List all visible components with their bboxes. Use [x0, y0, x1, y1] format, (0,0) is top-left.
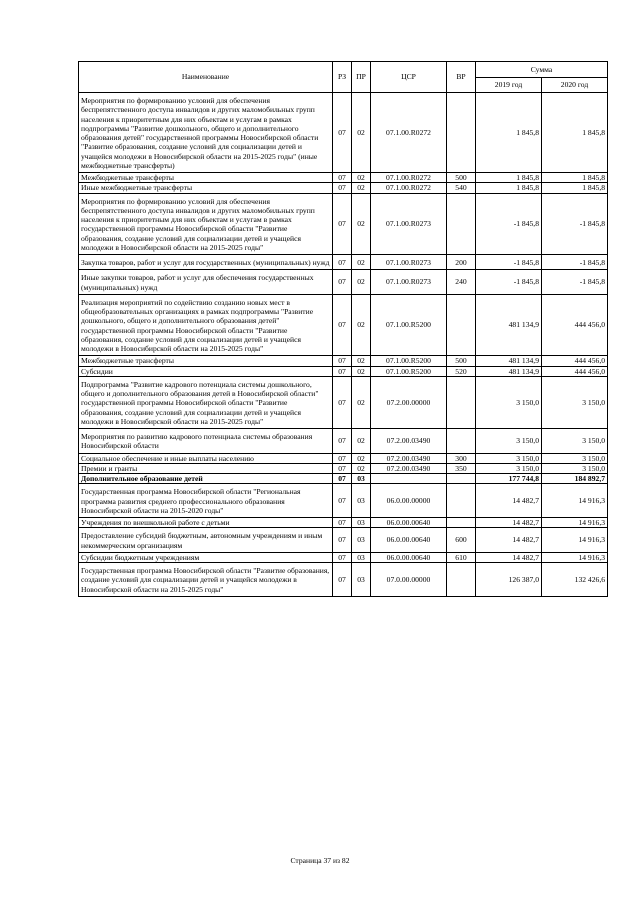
row-value-2019: 481 134,9: [476, 356, 542, 366]
row-vr: [447, 518, 476, 528]
row-vr: 520: [447, 366, 476, 376]
row-value-2020: 3 150,0: [542, 453, 608, 463]
row-pr: 02: [352, 173, 371, 183]
row-rz: 07: [333, 453, 352, 463]
row-rz: 07: [333, 366, 352, 376]
row-csr: 07.1.00.R0273: [371, 193, 447, 255]
row-name: Подпрограмма "Развитие кадрового потенциала системы дошкольного, общего и дополнительного образования детей в Новосибирской области" государственной программы Новосибирской области "Развитие образования, создание условий для социализации детей и учащейся молодежи в Новосибирской области на 2015-2025 годы": [79, 376, 333, 428]
row-name: Иные закупки товаров, работ и услуг для обеспечения государственных (муниципальных) нужд: [79, 270, 333, 295]
row-rz: 07: [333, 552, 352, 562]
row-value-2020: 444 456,0: [542, 294, 608, 356]
row-value-2020: 14 916,3: [542, 484, 608, 518]
row-name: Межбюджетные трансферты: [79, 173, 333, 183]
row-rz: 07: [333, 183, 352, 193]
row-name: Учреждения по внешкольной работе с детьми: [79, 518, 333, 528]
row-vr: [447, 376, 476, 428]
row-value-2020: 444 456,0: [542, 366, 608, 376]
row-csr: 06.0.00.00640: [371, 528, 447, 553]
row-csr: 07.0.00.00000: [371, 563, 447, 597]
row-rz: 07: [333, 376, 352, 428]
row-rz: 07: [333, 270, 352, 295]
header-2020: 2020 год: [542, 78, 608, 93]
row-pr: 02: [352, 376, 371, 428]
header-sum: Сумма: [476, 62, 608, 78]
row-vr: 300: [447, 453, 476, 463]
row-vr: [447, 563, 476, 597]
row-name: Мероприятия по развитию кадрового потенциала системы образования Новосибирской области: [79, 429, 333, 454]
row-value-2019: -1 845,8: [476, 270, 542, 295]
row-value-2019: 126 387,0: [476, 563, 542, 597]
row-value-2020: 3 150,0: [542, 463, 608, 473]
row-value-2020: 3 150,0: [542, 429, 608, 454]
row-name: Мероприятия по формированию условий для обеспечения беспрепятственного доступа инвалидов и других маломобильных групп населения к приоритетным для них объектам и услугам в рамках подпрограммы "Развитие дошкольного, общего и дополнительного образования детей" государственной программы Новосибирской области "Развитие образования, создание условий для социализации детей и учащейся молодежи в Новосибирской области на 2015-2025 годы" (иные межбюджетные трансферты): [79, 93, 333, 173]
row-value-2019: 481 134,9: [476, 294, 542, 356]
row-csr: 07.2.00.03490: [371, 453, 447, 463]
header-name: Наименование: [79, 62, 333, 93]
row-vr: 500: [447, 173, 476, 183]
table-row: [79, 528, 608, 553]
row-vr: 200: [447, 255, 476, 270]
row-value-2019: 14 482,7: [476, 528, 542, 553]
row-vr: [447, 484, 476, 518]
row-rz: 07: [333, 528, 352, 553]
table-body: [79, 93, 608, 597]
row-value-2020: 1 845,8: [542, 173, 608, 183]
row-name: Предоставление субсидий бюджетным, автономным учреждениям и иным некоммерческим организациям: [79, 528, 333, 553]
row-pr: 03: [352, 484, 371, 518]
row-csr: [371, 474, 447, 484]
row-vr: 610: [447, 552, 476, 562]
table-row: [79, 270, 608, 295]
table-row: [79, 552, 608, 562]
table-row: [79, 474, 608, 484]
table-row: [79, 563, 608, 597]
table-row: [79, 193, 608, 255]
row-vr: 600: [447, 528, 476, 553]
row-csr: 07.2.00.03490: [371, 463, 447, 473]
row-value-2019: 14 482,7: [476, 518, 542, 528]
row-csr: 07.1.00.R5200: [371, 294, 447, 356]
header-2019: 2019 год: [476, 78, 542, 93]
row-value-2020: 184 892,7: [542, 474, 608, 484]
row-csr: 07.1.00.R0272: [371, 183, 447, 193]
row-vr: [447, 193, 476, 255]
header-pr: ПР: [352, 62, 371, 93]
row-value-2019: 3 150,0: [476, 376, 542, 428]
table-row: [79, 93, 608, 173]
row-csr: 06.0.00.00000: [371, 484, 447, 518]
row-rz: 07: [333, 518, 352, 528]
row-rz: 07: [333, 563, 352, 597]
row-rz: 07: [333, 93, 352, 173]
row-rz: 07: [333, 429, 352, 454]
row-name: Реализация мероприятий по содействию созданию новых мест в общеобразовательных организациях в рамках подпрограммы "Развитие дошкольного, общего и дополнительного образования детей" государственной программы Новосибирской области "Развитие образования, создание условий для социализации детей и учащейся молодежи в Новосибирской области на 2015-2025 годы": [79, 294, 333, 356]
row-value-2020: 132 426,6: [542, 563, 608, 597]
row-csr: 07.2.00.00000: [371, 376, 447, 428]
row-csr: 07.1.00.R5200: [371, 366, 447, 376]
row-value-2020: -1 845,8: [542, 193, 608, 255]
row-name: Мероприятия по формированию условий для обеспечения беспрепятственного доступа инвалидов и других маломобильных групп населения к приоритетным для них объектам и услугам в рамках государственной программы Новосибирской области "Развитие образования, создание условий для социализации детей и учащейся молодежи в Новосибирской области на 2015-2025 годы": [79, 193, 333, 255]
header-rz: РЗ: [333, 62, 352, 93]
row-pr: 02: [352, 270, 371, 295]
row-name: Иные межбюджетные трансферты: [79, 183, 333, 193]
row-pr: 02: [352, 183, 371, 193]
row-pr: 03: [352, 474, 371, 484]
table-row: [79, 518, 608, 528]
row-value-2019: 1 845,8: [476, 183, 542, 193]
row-value-2019: 3 150,0: [476, 429, 542, 454]
row-value-2020: 14 916,3: [542, 528, 608, 553]
table-row: [79, 366, 608, 376]
table-row: [79, 429, 608, 454]
table-row: [79, 484, 608, 518]
row-csr: 07.1.00.R0272: [371, 93, 447, 173]
row-value-2019: 177 744,8: [476, 474, 542, 484]
row-value-2019: -1 845,8: [476, 255, 542, 270]
row-vr: 240: [447, 270, 476, 295]
row-value-2020: 3 150,0: [542, 376, 608, 428]
row-rz: 07: [333, 356, 352, 366]
row-value-2020: 1 845,8: [542, 183, 608, 193]
row-rz: 07: [333, 193, 352, 255]
table-row: [79, 294, 608, 356]
row-pr: 02: [352, 366, 371, 376]
row-name: Государственная программа Новосибирской области "Региональная программа развития среднего профессионального образования Новосибирской области на 2015-2020 годы": [79, 484, 333, 518]
page-number: Страница 37 из 82: [290, 856, 350, 865]
row-value-2019: 1 845,8: [476, 93, 542, 173]
row-csr: 07.1.00.R0273: [371, 255, 447, 270]
row-vr: [447, 294, 476, 356]
budget-table: [78, 61, 608, 597]
row-rz: 07: [333, 484, 352, 518]
row-name: Премии и гранты: [79, 463, 333, 473]
row-vr: [447, 474, 476, 484]
row-pr: 03: [352, 528, 371, 553]
row-pr: 02: [352, 453, 371, 463]
row-name: Межбюджетные трансферты: [79, 356, 333, 366]
row-pr: 03: [352, 518, 371, 528]
row-pr: 02: [352, 429, 371, 454]
row-name: Государственная программа Новосибирской области "Развитие образования, создание условий для социализации детей и учащейся молодежи в Новосибирской области на 2015-2025 годы": [79, 563, 333, 597]
table-row: [79, 183, 608, 193]
row-value-2020: -1 845,8: [542, 270, 608, 295]
row-csr: 07.1.00.R0272: [371, 173, 447, 183]
header-csr: ЦСР: [371, 62, 447, 93]
row-pr: 02: [352, 93, 371, 173]
row-value-2020: 14 916,3: [542, 518, 608, 528]
row-vr: 540: [447, 183, 476, 193]
row-name: Социальное обеспечение и иные выплаты населению: [79, 453, 333, 463]
row-value-2019: 481 134,9: [476, 366, 542, 376]
row-rz: 07: [333, 474, 352, 484]
row-value-2020: 14 916,3: [542, 552, 608, 562]
row-rz: 07: [333, 255, 352, 270]
row-value-2019: -1 845,8: [476, 193, 542, 255]
header-vr: ВР: [447, 62, 476, 93]
row-name: Закупка товаров, работ и услуг для государственных (муниципальных) нужд: [79, 255, 333, 270]
row-rz: 07: [333, 463, 352, 473]
row-name: Субсидии бюджетным учреждениям: [79, 552, 333, 562]
row-value-2020: -1 845,8: [542, 255, 608, 270]
row-pr: 02: [352, 463, 371, 473]
table-row: [79, 356, 608, 366]
row-pr: 02: [352, 356, 371, 366]
row-pr: 03: [352, 552, 371, 562]
row-value-2019: 14 482,7: [476, 552, 542, 562]
row-pr: 03: [352, 563, 371, 597]
table-row: [79, 453, 608, 463]
row-csr: 07.2.00.03490: [371, 429, 447, 454]
table-header: [79, 62, 608, 93]
row-rz: 07: [333, 294, 352, 356]
row-value-2019: 14 482,7: [476, 484, 542, 518]
row-vr: 500: [447, 356, 476, 366]
row-csr: 07.1.00.R5200: [371, 356, 447, 366]
table-row: [79, 376, 608, 428]
row-csr: 06.0.00.00640: [371, 518, 447, 528]
row-name: Субсидии: [79, 366, 333, 376]
row-vr: 350: [447, 463, 476, 473]
row-value-2019: 3 150,0: [476, 463, 542, 473]
row-pr: 02: [352, 255, 371, 270]
row-value-2020: 444 456,0: [542, 356, 608, 366]
row-value-2019: 1 845,8: [476, 173, 542, 183]
table-row: [79, 255, 608, 270]
row-value-2019: 3 150,0: [476, 453, 542, 463]
row-pr: 02: [352, 193, 371, 255]
row-csr: 06.0.00.00640: [371, 552, 447, 562]
row-name: Дополнительное образование детей: [79, 474, 333, 484]
row-csr: 07.1.00.R0273: [371, 270, 447, 295]
row-pr: 02: [352, 294, 371, 356]
row-value-2020: 1 845,8: [542, 93, 608, 173]
table-row: [79, 173, 608, 183]
row-vr: [447, 429, 476, 454]
row-rz: 07: [333, 173, 352, 183]
row-vr: [447, 93, 476, 173]
table-row: [79, 463, 608, 473]
